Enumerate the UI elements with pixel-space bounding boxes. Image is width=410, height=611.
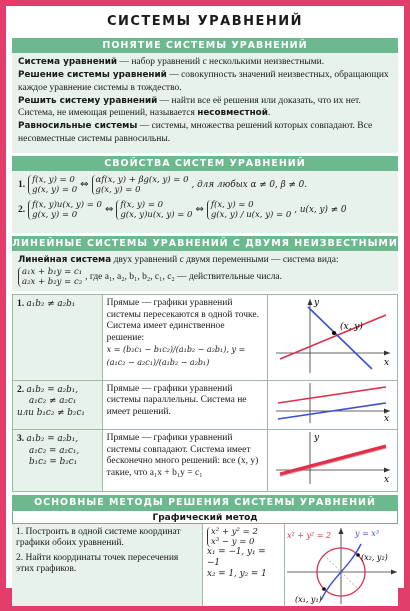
concept-panel (12, 53, 398, 153)
example-system: x² + y² = 2 x³ − y = 0 x₁ = −1, y₁ = −1 x₂ = 1, y₂ = 1 (202, 524, 284, 606)
system-brace: f(x, y) = 0 g(x, y) / u(x, y) = 0 (207, 200, 291, 220)
case-description: Прямые — графики уравнений системы совпадают. Система имеет бесконечно много решений: все (x, y) такие, что a₁x + b₁y = c₁ (102, 430, 267, 492)
definition-system: Система уравнений — набор уравнений с несколькими неизвестными. (18, 57, 325, 67)
properties-panel (12, 171, 398, 233)
section-heading-concept: ПОНЯТИЕ СИСТЕМЫ УРАВНЕНИЙ (12, 38, 398, 53)
case-graph-parallel (268, 380, 398, 430)
graphical-method-panel (12, 524, 398, 606)
equivalence-arrow-icon: ⇔ (104, 203, 114, 215)
system-brace: f(x, y)u(x, y) = 0 g(x, y) = 0 (28, 200, 102, 220)
graphical-method-title: Графический метод (12, 510, 398, 524)
section-heading-linear: ЛИНЕЙНЫЕ СИСТЕМЫ УРАВНЕНИЙ С ДВУМЯ НЕИЗВЕСТНЫМИ (12, 238, 398, 249)
svg-text:(x, y): (x, y) (340, 322, 363, 332)
property-1: 1. f(x, y) = 0 g(x, y) = 0 ⇔ αf(x, y) + βg(x, y) = 0 g(x, y) = 0 , для любых α ≠ 0, β ≠ 0. (18, 175, 308, 195)
case-graph-coincide (268, 430, 398, 492)
method-step-2: 2. Найти координаты точек пересечения этих графиков. (16, 552, 179, 574)
method-step-1: 1. Построить в одной системе координат графики обоих уравнений. (16, 526, 181, 548)
svg-text:y: y (314, 298, 320, 308)
coinciding-lines-graph (268, 430, 396, 486)
section-heading-methods: ОСНОВНЫЕ МЕТОДЫ РЕШЕНИЯ СИСТЕМЫ УРАВНЕНИЙ (12, 495, 398, 510)
linear-system-brace: a₁x + b₁y = c₁ a₂x + b₂y = c₂ (18, 267, 82, 287)
system-brace: f(x, y) = 0 g(x, y)u(x, y) = 0 (116, 200, 192, 220)
definition-solve: Решить систему уравнений — найти все её решения или доказать, что их нет. Система, не имеющая решений, называется несовместной. (18, 95, 361, 119)
svg-text:x: x (384, 413, 390, 424)
case-condition: 3. a₁b₂ = a₂b₁, a₁c₂ = a₂c₁, b₁c₂ = b₂c₁ (13, 430, 103, 492)
section-heading-properties: СВОЙСТВА СИСТЕМ УРАВНЕНИЙ (12, 156, 398, 171)
case-graph-intersect (268, 295, 398, 381)
case-description: Прямые — графики уравнений системы параллельны. Система не имеет решений. (102, 380, 267, 430)
intersecting-lines-graph (268, 295, 396, 375)
table-row (13, 430, 398, 492)
case-condition: 1. a₁b₂ ≠ a₂b₁ (13, 295, 103, 381)
circle-cubic-graph (285, 524, 399, 606)
svg-text:x: x (384, 358, 390, 368)
svg-text:y: y (314, 433, 320, 443)
page-title: СИСТЕМЫ УРАВНЕНИЙ (106, 14, 304, 29)
svg-text:y = x³: y = x³ (355, 528, 380, 538)
graphical-example-graph (284, 524, 398, 606)
svg-text:x: x (384, 475, 390, 485)
example-system-brace: x² + y² = 2 x³ − y = 0 (207, 527, 258, 547)
svg-text:x² + y² = 2: x² + y² = 2 (287, 530, 332, 540)
linear-cases-table (12, 294, 398, 492)
definition-solution: Решение системы уравнений — совокупность значений неизвестных, обращающих каждое уравнение системы в тождество. (18, 70, 389, 93)
definition-equivalent: Равносильные системы — системы, множества решений которых совпадают. Все несовместные системы равносильны. (18, 121, 373, 144)
linear-intro: Линейная система двух уравнений с двумя переменными — система вида: a₁x + b₁y = c₁ a₂x + b₂y = c₂ , где a₁, a₂, b₁, b₂, c₁, c₂ — действительные числа. (12, 251, 398, 291)
equivalence-arrow-icon: ⇔ (80, 178, 89, 190)
system-brace: f(x, y) = 0 g(x, y) = 0 (28, 175, 77, 195)
svg-text:(x₂, y₂): (x₂, y₂) (361, 552, 388, 562)
parallel-lines-graph (268, 381, 396, 425)
method-steps (12, 524, 202, 606)
equivalence-arrow-icon: ⇔ (195, 203, 204, 215)
case-condition: 2. a₁b₂ = a₂b₁, a₁c₂ ≠ a₂c₁ или b₁c₂ ≠ b₂c₁ (13, 380, 103, 430)
poster-sheet (6, 6, 404, 604)
case-description: Прямые — графики уравнений системы пересекаются в одной точке. Система имеет единственное решение: x = (b₂c₁ − b₁c₂)/(a₁b₂ − a₂b₁), y = (a₁c₂ − a₂c₁)/(a₁b₂ − a₂b₁) (102, 295, 267, 381)
table-row (13, 295, 398, 381)
svg-text:(x₁, y₁): (x₁, y₁) (295, 594, 322, 604)
table-row (13, 380, 398, 430)
system-brace: αf(x, y) + βg(x, y) = 0 g(x, y) = 0 (92, 175, 189, 195)
property-2: 2. f(x, y)u(x, y) = 0 g(x, y) = 0 ⇔ f(x, y) = 0 g(x, y)u(x, y) = 0 ⇔ f(x, y) = 0 g(x, y) / u(x, y) = 0 , u(x, y) ≠ 0 (18, 200, 347, 220)
